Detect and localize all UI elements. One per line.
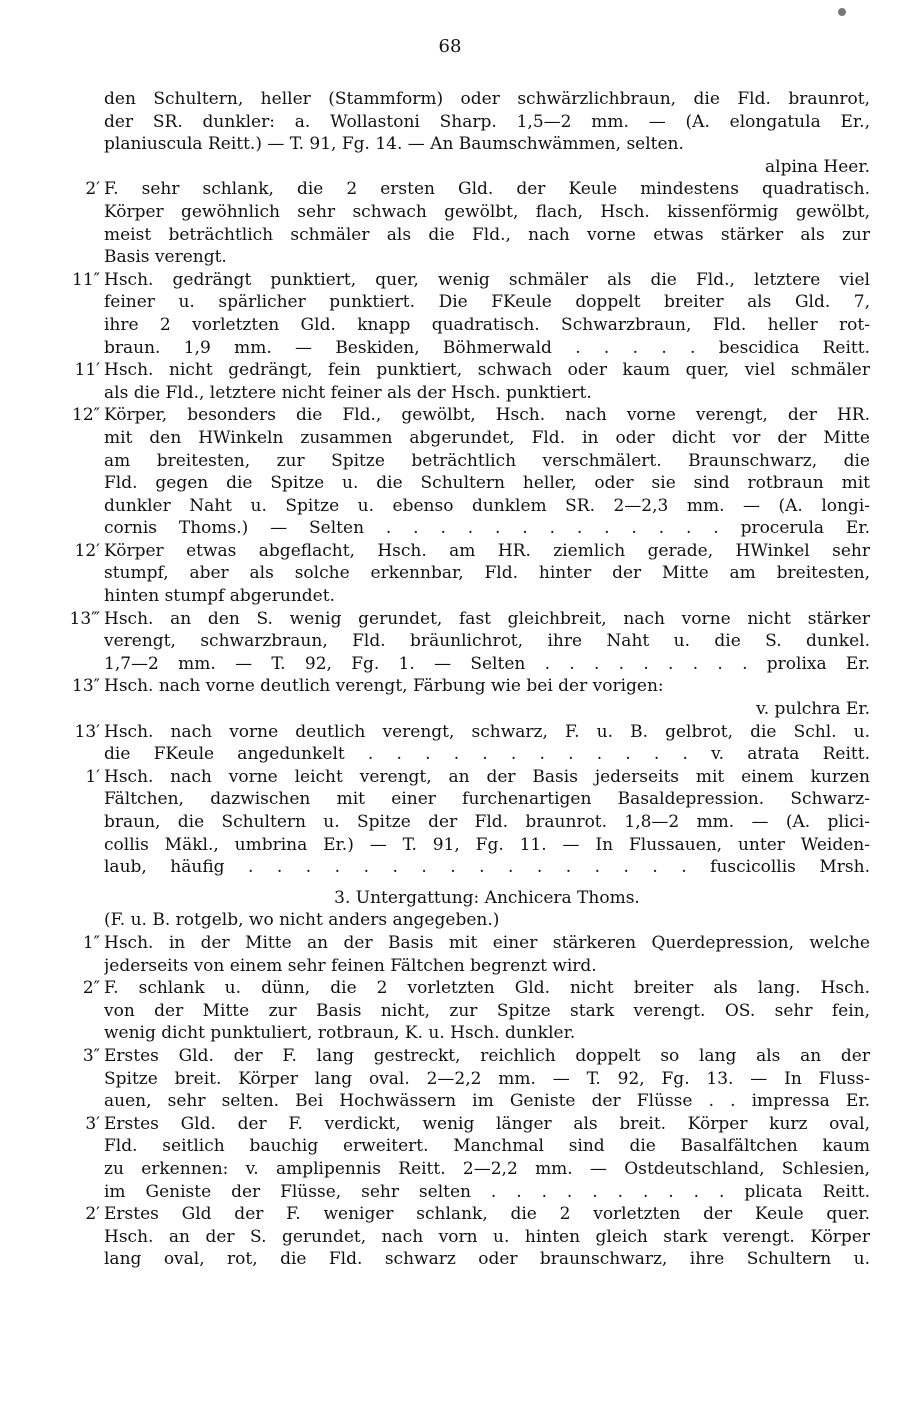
line-text: Hsch. nach vorne leicht verengt, an der Basis jederseits mit einem kurzen <box>104 766 870 787</box>
page-body <box>58 88 870 1271</box>
line-text: Spitze breit. Körper lang oval. 2—2,2 mm. — T. 92, Fg. 13. — In Fluss- <box>104 1068 870 1089</box>
line-text: den Schultern, heller (Stammform) oder schwärzlichbraun, die Fld. braunrot, <box>104 89 870 109</box>
text-line <box>58 653 870 676</box>
text-line <box>58 450 870 473</box>
key-number: 13′ <box>74 721 100 742</box>
line-text: 1,7—2 mm. — T. 92, Fg. 1. — Selten . . . . . . . . . prolixa Er. <box>104 653 870 674</box>
line-text: braun, die Schultern u. Spitze der Fld. braunrot. 1,8—2 mm. — (A. plici- <box>104 812 870 832</box>
line-text: im Geniste der Flüsse, sehr selten . . . . . . . . . . plicata Reitt. <box>104 1181 870 1202</box>
line-text: ihre 2 vorletzten Gld. knapp quadratisch. Schwarzbraun, Fld. heller rot- <box>104 314 870 335</box>
text-line <box>58 811 870 834</box>
line-text: von der Mitte zur Basis nicht, zur Spitze stark verengt. OS. sehr fein, <box>104 1000 870 1021</box>
line-text: laub, häufig . . . . . . . . . . . . . . . . fuscicollis Mrsh. <box>104 857 870 878</box>
line-text: hinten stumpf abgerundet. <box>104 586 335 607</box>
line-text: auen, sehr selten. Bei Hochwässern im Geniste der Flüsse . . impressa Er. <box>104 1091 870 1112</box>
line-text: jederseits von einem sehr feinen Fältchen begrenzt wird. <box>104 955 597 976</box>
text-line <box>58 314 870 337</box>
text-line <box>58 630 870 653</box>
text-line <box>58 1045 870 1068</box>
line-text: Hsch. nach vorne deutlich verengt, schwarz, F. u. B. gelbrot, die Schl. u. <box>104 721 870 742</box>
line-text: am breitesten, zur Spitze beträchtlich verschmälert. Braunschwarz, die <box>104 450 870 471</box>
key-number: 13″ <box>72 676 100 697</box>
line-text: F. sehr schlank, die 2 ersten Gld. der Keule mindestens quadratisch. <box>104 179 870 200</box>
line-text: Erstes Gld. der F. lang gestreckt, reichlich doppelt so lang als an der <box>104 1045 870 1066</box>
line-text: meist beträchtlich schmäler als die Fld., nach vorne etwas stärker als zur <box>104 224 870 245</box>
text-line <box>58 224 870 247</box>
text-line <box>58 156 870 179</box>
key-number: 1′ <box>85 766 100 787</box>
line-text: Hsch. an den S. wenig gerundet, fast gleichbreit, nach vorne nicht stärker <box>104 608 870 629</box>
key-number: 2′ <box>85 179 100 200</box>
line-text: als die Fld., letztere nicht feiner als der Hsch. punktiert. <box>104 382 592 403</box>
key-number: 3′ <box>85 1113 100 1134</box>
text-line <box>58 788 870 811</box>
text-line <box>58 955 870 978</box>
text-line <box>58 909 870 932</box>
text-line <box>58 133 870 156</box>
text-line <box>58 1226 870 1249</box>
text-line <box>58 1248 870 1271</box>
text-line <box>58 1113 870 1136</box>
text-line <box>58 698 870 721</box>
text-line <box>58 743 870 766</box>
line-text: der SR. dunkler: a. Wollastoni Sharp. 1,5—2 mm. — (A. elongatula Er., <box>104 111 870 132</box>
line-text: cornis Thoms.) — Selten . . . . . . . . . . . . . procerula Er. <box>104 518 870 539</box>
line-text: Fältchen, dazwischen mit einer furchenartigen Basaldepression. Schwarz- <box>104 789 870 810</box>
text-line <box>58 856 870 879</box>
text-line <box>58 1000 870 1023</box>
line-text: Hsch. nach vorne deutlich verengt, Färbung wie bei der vorigen: <box>104 676 664 697</box>
key-number: 12″ <box>72 405 100 426</box>
text-line <box>58 932 870 955</box>
text-line <box>58 1203 870 1226</box>
line-text: Erstes Gld der F. weniger schlank, die 2 vorletzten der Keule quer. <box>104 1204 870 1225</box>
text-line <box>58 291 870 314</box>
text-line <box>58 472 870 495</box>
text-line <box>58 269 870 292</box>
line-text: alpina Heer. <box>765 156 870 177</box>
text-line <box>58 562 870 585</box>
text-line <box>58 834 870 857</box>
line-text: mit den HWinkeln zusammen abgerundet, Fld. in oder dicht vor der Mitte <box>104 427 870 448</box>
line-text: Hsch. an der S. gerundet, nach vorn u. hinten gleich stark verengt. Körper <box>104 1226 870 1247</box>
key-number: 2′ <box>85 1204 100 1225</box>
text-line <box>58 246 870 269</box>
line-text: Fld. seitlich bauchig erweitert. Manchmal sind die Basalfältchen kaum <box>104 1136 870 1157</box>
line-text: Hsch. in der Mitte an der Basis mit einer stärkeren Querdepression, welche <box>104 932 870 953</box>
key-number: 2″ <box>82 978 100 999</box>
text-line <box>58 201 870 224</box>
line-text: Fld. gegen die Spitze u. die Schultern heller, oder sie sind rotbraun mit <box>104 473 870 494</box>
line-text: 3. Untergattung: Anchicera Thoms. <box>334 887 640 908</box>
line-text: (F. u. B. rotgelb, wo nicht anders angegeben.) <box>104 910 500 931</box>
text-line <box>58 1068 870 1091</box>
line-text: F. schlank u. dünn, die 2 vorletzten Gld. nicht breiter als lang. Hsch. <box>104 978 870 999</box>
text-line <box>58 540 870 563</box>
text-line <box>58 766 870 789</box>
line-text: Körper, besonders die Fld., gewölbt, Hsch. nach vorne verengt, der HR. <box>104 405 870 426</box>
text-line <box>58 1090 870 1113</box>
line-text: v. pulchra Er. <box>756 699 870 720</box>
line-text: verengt, schwarzbraun, Fld. bräunlichrot, ihre Naht u. die S. dunkel. <box>104 631 870 652</box>
text-line <box>58 1181 870 1204</box>
text-line <box>58 88 870 111</box>
key-number: 3″ <box>82 1045 100 1066</box>
text-line <box>58 178 870 201</box>
line-text: wenig dicht punktuliert, rotbraun, K. u. Hsch. dunkler. <box>104 1023 576 1044</box>
line-text: lang oval, rot, die Fld. schwarz oder braunschwarz, ihre Schultern u. <box>104 1249 870 1270</box>
key-number: 1″ <box>82 932 100 953</box>
text-line <box>58 404 870 427</box>
text-line <box>58 585 870 608</box>
line-text: planiuscula Reitt.) — T. 91, Fg. 14. — An Baumschwämmen, selten. <box>104 134 684 155</box>
key-number: 11′ <box>74 360 100 381</box>
line-text: Hsch. gedrängt punktiert, quer, wenig schmäler als die Fld., letztere viel <box>104 269 870 290</box>
text-line <box>58 675 870 698</box>
text-line <box>58 111 870 134</box>
text-line <box>58 887 870 910</box>
text-line <box>58 1158 870 1181</box>
line-text: collis Mäkl., umbrina Er.) — T. 91, Fg. 11. — In Flussauen, unter Weiden- <box>104 834 870 855</box>
text-line <box>58 721 870 744</box>
print-speck <box>838 8 846 16</box>
page-number: 68 <box>438 36 462 57</box>
line-text: zu erkennen: v. amplipennis Reitt. 2—2,2 mm. — Ostdeutschland, Schlesien, <box>104 1158 870 1179</box>
line-text: Erstes Gld. der F. verdickt, wenig länger als breit. Körper kurz oval, <box>104 1113 870 1134</box>
line-text: stumpf, aber als solche erkennbar, Fld. hinter der Mitte am breitesten, <box>104 563 870 584</box>
text-line <box>58 427 870 450</box>
line-text: Körper etwas abgeflacht, Hsch. am HR. ziemlich gerade, HWinkel sehr <box>104 540 870 561</box>
text-line <box>58 977 870 1000</box>
text-line <box>58 337 870 360</box>
key-number: 12′ <box>74 540 100 561</box>
key-number: 13‴ <box>69 608 100 629</box>
text-line <box>58 1135 870 1158</box>
line-text: Hsch. nicht gedrängt, fein punktiert, schwach oder kaum quer, viel schmäler <box>104 360 870 381</box>
line-text: feiner u. spärlicher punktiert. Die FKeule doppelt breiter als Gld. 7, <box>104 292 870 313</box>
text-line <box>58 608 870 631</box>
text-line <box>58 359 870 382</box>
line-text: dunkler Naht u. Spitze u. ebenso dunklem SR. 2—2,3 mm. — (A. longi- <box>104 495 870 516</box>
text-line <box>58 1022 870 1045</box>
text-line <box>58 517 870 540</box>
line-text: braun. 1,9 mm. — Beskiden, Böhmerwald . . . . . bescidica Reitt. <box>104 337 870 358</box>
text-line <box>58 382 870 405</box>
line-text: Körper gewöhnlich sehr schwach gewölbt, flach, Hsch. kissenförmig gewölbt, <box>104 201 870 222</box>
text-line <box>58 495 870 518</box>
line-text: Basis verengt. <box>104 247 227 268</box>
line-text: die FKeule angedunkelt . . . . . . . . . . . . v. atrata Reitt. <box>104 744 870 765</box>
key-number: 11″ <box>72 269 100 290</box>
